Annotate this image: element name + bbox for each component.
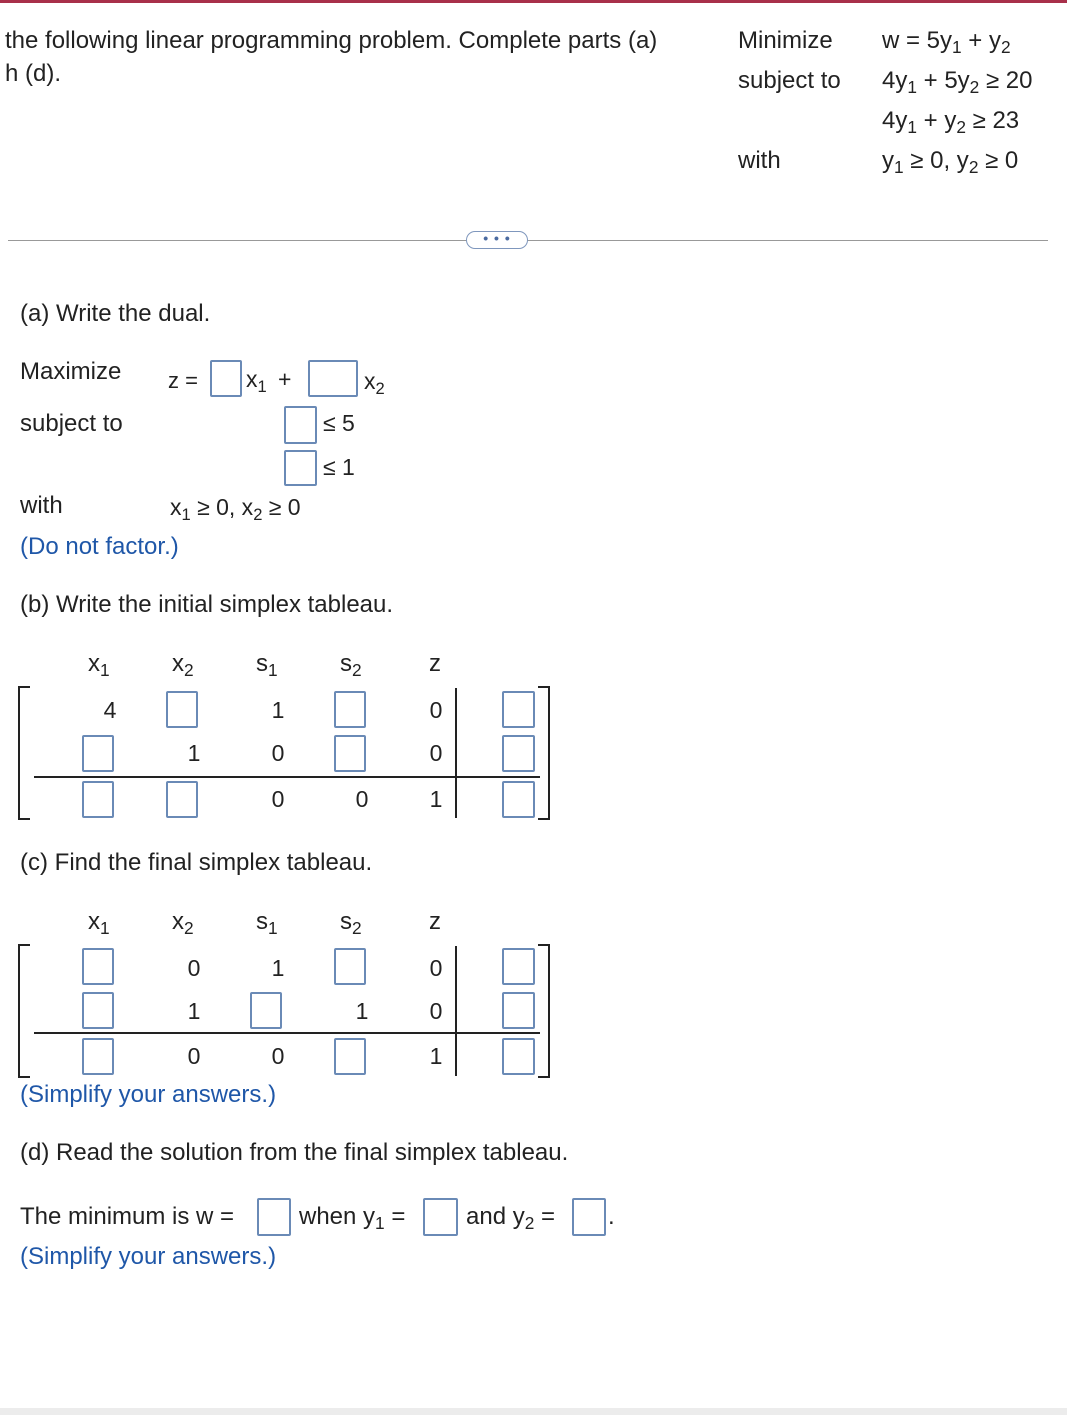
maximize-label: Maximize — [20, 358, 122, 385]
minimum-w-input[interactable] — [257, 1198, 291, 1236]
dual-x2-var: $x_2$ — [364, 368, 385, 398]
with-label: with — [738, 147, 781, 174]
tableau-c-header-z: z — [429, 908, 441, 935]
final-period: . — [608, 1203, 615, 1230]
tableau-c-r2-s2: 1 — [355, 998, 369, 1024]
tableau-b-r2-s1: 0 — [271, 740, 285, 766]
tableau-b-r1-s2-input[interactable] — [334, 691, 366, 728]
tableau-b-header-s2: $s_2$ — [340, 650, 362, 681]
tableau-c-r3-s1: 0 — [271, 1043, 285, 1069]
tableau-b-r3-x2-input[interactable] — [166, 781, 198, 818]
tableau-c-r1-s1: 1 — [271, 955, 285, 981]
tableau-c-r1-x1-input[interactable] — [82, 948, 114, 985]
nonnegativity-constraint: $y_1 \ge 0$, $y_2 \ge 0$ — [882, 147, 1019, 178]
tableau-b-rhs-divider — [455, 688, 457, 818]
tableau-b-r2-z: 0 — [429, 740, 443, 766]
section-divider — [8, 240, 1048, 241]
dual-x1-var: $x_1$ — [246, 366, 267, 396]
part-d-heading: (d) Read the solution from the final simplex tableau. — [20, 1139, 569, 1166]
expand-ellipsis-button[interactable]: • • • — [466, 231, 528, 249]
tableau-c-header-x1: $x_1$ — [88, 908, 110, 939]
tableau-b-header-z: z — [429, 650, 441, 677]
dual-constraint1-lhs-input[interactable] — [284, 406, 317, 444]
tableau-b-r2-x1-input[interactable] — [82, 735, 114, 772]
tableau-b-r1-z: 0 — [429, 697, 443, 723]
tableau-c-rhs-divider — [455, 946, 457, 1076]
tableau-b-r2-s2-input[interactable] — [334, 735, 366, 772]
tableau-c-r3-x1-input[interactable] — [82, 1038, 114, 1075]
tableau-c-r3-s2-input[interactable] — [334, 1038, 366, 1075]
z-equals: z = — [168, 368, 198, 393]
tableau-c-r3-x2: 0 — [187, 1043, 201, 1069]
tableau-b-r1-rhs-input[interactable] — [502, 691, 535, 728]
dual-subject-to-label: subject to — [20, 410, 123, 437]
tableau-c-header-x2: $x_2$ — [172, 908, 194, 939]
problem-intro-line1: the following linear programming problem. Complete parts (a) — [5, 27, 658, 54]
tableau-b-separator — [34, 776, 540, 778]
tableau-b-r2-x2: 1 — [187, 740, 201, 766]
and-y2-text: and $y_2$ = — [466, 1203, 556, 1234]
subject-to-label: subject to — [738, 67, 841, 94]
tableau-c-r1-z: 0 — [429, 955, 443, 981]
when-y1-text: when $y_1$ = — [299, 1203, 406, 1234]
tableau-c-r1-s2-input[interactable] — [334, 948, 366, 985]
tableau-b-r2-rhs-input[interactable] — [502, 735, 535, 772]
tableau-b-header-x2: $x_2$ — [172, 650, 194, 681]
tableau-b-r1-x1: 4 — [103, 697, 117, 723]
tableau-c-r2-x2: 1 — [187, 998, 201, 1024]
tableau-c-r2-s1-input[interactable] — [250, 992, 282, 1029]
minimum-text: The minimum is w = — [20, 1203, 235, 1230]
tableau-b-r3-rhs-input[interactable] — [502, 781, 535, 818]
tableau-c-header-s2: $s_2$ — [340, 908, 362, 939]
tableau-b-r3-x1-input[interactable] — [82, 781, 114, 818]
dual-coef-x2-input[interactable] — [308, 360, 358, 397]
tableau-c-r1-x2: 0 — [187, 955, 201, 981]
simplify-hint-c: (Simplify your answers.) — [20, 1081, 277, 1108]
minimize-label: Minimize — [738, 27, 833, 54]
dual-constraint2-rhs: ≤ 1 — [323, 454, 355, 480]
y1-value-input[interactable] — [423, 1198, 458, 1236]
constraint-2: $4y_1 + y_2 \ge 23$ — [882, 107, 1020, 138]
tableau-b-r1-x2-input[interactable] — [166, 691, 198, 728]
tableau-c-r1-rhs-input[interactable] — [502, 948, 535, 985]
top-accent-bar — [0, 0, 1067, 3]
do-not-factor-hint: (Do not factor.) — [20, 533, 179, 560]
tableau-c-r2-x1-input[interactable] — [82, 992, 114, 1029]
dual-plus: + — [278, 366, 292, 392]
tableau-c-r3-rhs-input[interactable] — [502, 1038, 535, 1075]
tableau-c-r2-z: 0 — [429, 998, 443, 1024]
dual-coef-x1-input[interactable] — [210, 360, 242, 397]
tableau-b-r3-s2: 0 — [355, 786, 369, 812]
dual-constraint1-rhs: ≤ 5 — [323, 410, 355, 436]
bottom-bar — [0, 1408, 1067, 1415]
tableau-b-r3-s1: 0 — [271, 786, 285, 812]
part-b-heading: (b) Write the initial simplex tableau. — [20, 591, 394, 618]
tableau-c-header-s1: $s_1$ — [256, 908, 278, 939]
tableau-b-r1-s1: 1 — [271, 697, 285, 723]
tableau-b-header-s1: $s_1$ — [256, 650, 278, 681]
tableau-c-r2-rhs-input[interactable] — [502, 992, 535, 1029]
objective-function: $w = 5y_1 + y_2$ — [882, 27, 1011, 58]
simplify-hint-d: (Simplify your answers.) — [20, 1243, 277, 1270]
part-c-heading: (c) Find the final simplex tableau. — [20, 849, 373, 876]
tableau-b-r3-z: 1 — [429, 786, 443, 812]
tableau-c-separator — [34, 1032, 540, 1034]
dual-with-label: with — [20, 492, 63, 519]
dual-constraint2-lhs-input[interactable] — [284, 450, 317, 486]
tableau-b-header-x1: $x_1$ — [88, 650, 110, 681]
problem-intro-line2: h (d). — [5, 60, 62, 87]
y2-value-input[interactable] — [572, 1198, 606, 1236]
constraint-1: $4y_1 + 5y_2 \ge 20$ — [882, 67, 1033, 98]
dual-nonnegativity: $x_1 \ge 0$, $x_2 \ge 0$ — [170, 494, 301, 524]
part-a-heading: (a) Write the dual. — [20, 300, 211, 327]
tableau-c-r3-z: 1 — [429, 1043, 443, 1069]
